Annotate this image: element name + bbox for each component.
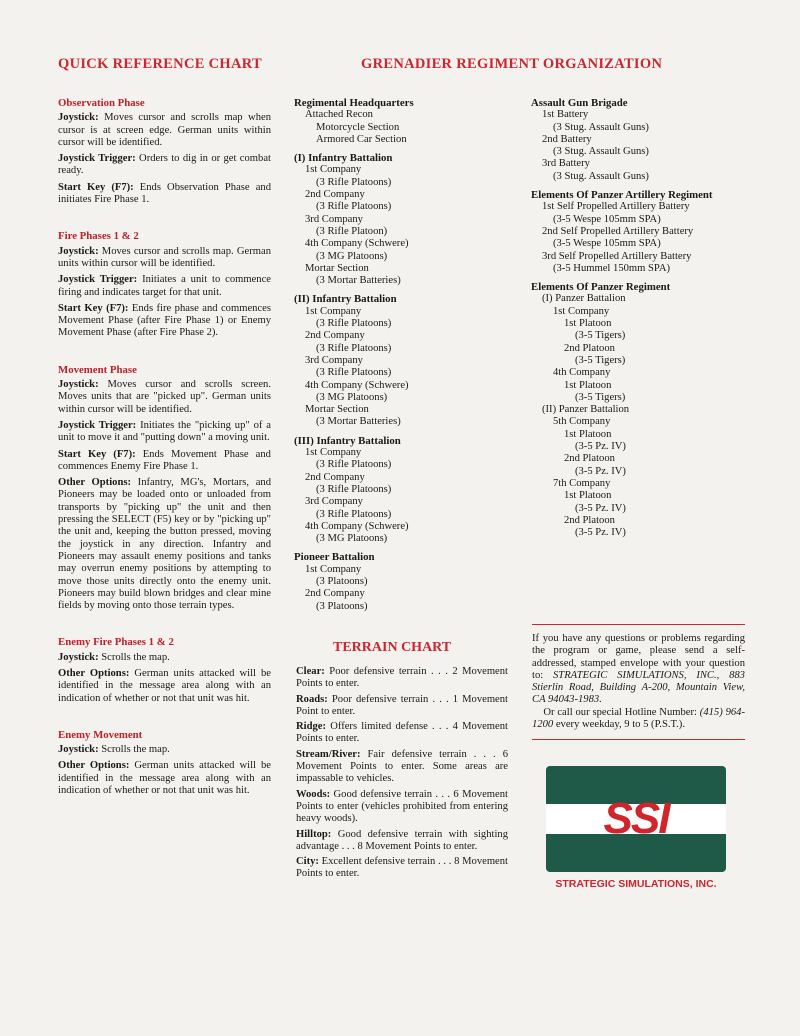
org-group-heading: Assault Gun Brigade (531, 97, 628, 109)
org-line: 3rd Self Propelled Artillery Battery (542, 250, 692, 262)
terrain-text: Good defensive terrain with sighting advantage . . . 8 Movement Points to enter. (296, 828, 508, 852)
org-line: 4th Company (Schwere) (305, 238, 409, 250)
qr-entry (58, 246, 271, 271)
org-line: 1st Battery (542, 109, 589, 121)
org-group-heading: (II) Infantry Battalion (294, 293, 397, 306)
qr-entry-text: Ends fire phase and commences Movement Phase (after Fire Phase 1) or Enemy Movement Phase (after Fire Phase 2). (58, 302, 271, 339)
qr-entry-label: Joystick: (58, 112, 99, 124)
org-line: 7th Company (553, 477, 611, 489)
org-line: (3 Rifle Platoons) (316, 318, 392, 330)
qr-entry-label: Joystick Trigger: (58, 153, 136, 165)
org-line: (3 MG Platoons) (316, 533, 388, 545)
org-line: (3-5 Pz. IV) (575, 465, 626, 477)
org-line: Armored Car Section (316, 133, 407, 145)
org-line: 4th Company (553, 367, 611, 379)
org-line: (3 Stug. Assault Guns) (553, 170, 649, 182)
org-line: (3 Rifle Platoons) (316, 367, 392, 379)
org-group-heading: Pioneer Battalion (294, 551, 375, 564)
org-line: (3 MG Platoons) (316, 250, 388, 262)
qr-section-title: Enemy Movement (58, 728, 143, 741)
terrain-list (296, 666, 508, 884)
quick-reference-column (58, 97, 271, 801)
qr-entry-label: Joystick: (58, 245, 99, 257)
terrain-text: Good defensive terrain . . . 6 Movement Points to enter (vehicles prohibited from entering heavy woods). (296, 788, 508, 825)
org-group-heading: (III) Infantry Battalion (294, 434, 401, 447)
org-line: (3 Rifle Platoons) (316, 201, 392, 213)
logo-caption: STRATEGIC SIMULATIONS, INC. (555, 878, 717, 890)
logo-mark: SSI (603, 794, 669, 843)
qr-section (58, 636, 271, 704)
qr-entry-label: Joystick: (58, 651, 99, 663)
org-line: 3rd Company (305, 354, 363, 366)
org-line: (3 Rifle Platoon) (316, 225, 388, 237)
qr-entry-label: Joystick: (58, 379, 99, 391)
terrain-entry (296, 789, 508, 826)
terrain-text: Poor defensive terrain . . . 2 Movement Points to enter. (296, 666, 508, 690)
org-line: 1st Company (305, 447, 362, 459)
help-box (532, 624, 745, 740)
org-line: 1st Platoon (564, 428, 612, 440)
qr-entry (58, 652, 271, 664)
qr-entry (58, 379, 271, 416)
org-line: Attached Recon (305, 109, 373, 121)
qr-section (58, 729, 271, 797)
qr-entry (58, 182, 271, 207)
qr-entry-label: Joystick Trigger: (58, 274, 138, 286)
org-line: 3rd Battery (542, 158, 590, 170)
qr-entry-text: Moves cursor and scrolls map when cursor is at screen edge. German units within cursor will be identified. (58, 112, 271, 148)
org-line: 5th Company (553, 416, 611, 428)
terrain-label: Hilltop: (296, 828, 332, 840)
qr-entry (58, 274, 271, 299)
org-line: 1st Platoon (564, 318, 612, 330)
org-group-heading: Elements Of Panzer Regiment (531, 281, 671, 294)
qr-entry-text: Initiates the "picking up" of a unit to move it and "putting down" a moving unit. (58, 419, 271, 444)
qr-section-title: Movement Phase (58, 363, 137, 376)
org-line: 3rd Company (305, 213, 363, 225)
terrain-entry (296, 666, 508, 691)
qr-entry-text: Moves cursor and scrolls map. German units within cursor will be identified. (58, 245, 271, 269)
qr-entry-label: Other Options: (58, 760, 130, 772)
org-group-heading: Elements Of Panzer Artillery Regiment (531, 189, 713, 202)
org-line: Mortar Section (305, 262, 369, 274)
org-line: (3-5 Hummel 150mm SPA) (553, 262, 671, 274)
org-line: 1st Platoon (564, 379, 612, 391)
help-phone: (415) 964-1200 (532, 706, 745, 731)
org-line: (3-5 Pz. IV) (575, 441, 626, 453)
qr-entry (58, 449, 271, 474)
qr-entry-label: Joystick Trigger: (58, 419, 137, 431)
org-line: (3 Mortar Batteries) (316, 275, 401, 287)
org-group-heading: (I) Infantry Battalion (294, 152, 393, 165)
org-line: 2nd Company (305, 588, 365, 600)
help-text-3: every weekday, 9 to 5 (P.S.T.). (553, 719, 685, 731)
qr-section-title: Fire Phases 1 & 2 (58, 230, 139, 243)
terrain-entry (296, 829, 508, 854)
terrain-entry (296, 721, 508, 746)
org-line: 2nd Battery (542, 133, 592, 145)
org-line: (3 Platoons) (316, 600, 368, 612)
qr-section-title: Observation Phase (58, 97, 145, 109)
org-line: (3 Platoons) (316, 575, 368, 587)
org-line: (3-5 Tigers) (575, 330, 626, 342)
qr-entry-label: Start Key (F7): (58, 181, 134, 193)
org-line: Motorcycle Section (316, 121, 400, 133)
org-line: (3-5 Pz. IV) (575, 527, 626, 539)
org-column-right (531, 97, 761, 539)
qr-entry (58, 153, 271, 178)
qr-section (58, 230, 271, 339)
terrain-label: City: (296, 856, 319, 868)
org-line: 2nd Self Propelled Artillery Battery (542, 225, 694, 237)
org-column-left (294, 97, 514, 613)
terrain-label: Roads: (296, 693, 328, 705)
org-line: (3 Rifle Platoons) (316, 459, 392, 471)
qr-entry-label: Other Options: (58, 667, 130, 679)
terrain-text: Offers limited defense . . . 4 Movement Points to enter. (296, 721, 508, 745)
qr-entry-label: Joystick: (58, 744, 99, 756)
org-line: (3 Rifle Platoons) (316, 176, 392, 188)
qr-entry-text: Moves cursor and scrolls screen. Moves units that are "picked up". German units within cursor will be identified. (58, 379, 271, 415)
qr-section-title: Enemy Fire Phases 1 & 2 (58, 636, 174, 649)
org-line: (3-5 Wespe 105mm SPA) (553, 238, 661, 250)
terrain-entry (296, 694, 508, 719)
help-text-2: Or call our special Hotline Number: (543, 706, 700, 718)
help-text-1: If you have any questions or problems regarding the program or game, please send a self-addressed, stamped envelope with your question to: (532, 633, 745, 681)
terrain-text: Poor defensive terrain . . . 1 Movement Point to enter. (296, 693, 508, 717)
org-line: (3 Rifle Platoons) (316, 342, 392, 354)
qr-entry-label: Other Options: (58, 477, 131, 489)
qr-entry (58, 668, 271, 705)
qr-entry-text: Initiates a unit to commence firing and indicates target for that unit. (58, 274, 271, 298)
qr-entry (58, 477, 271, 612)
terrain-text: Excellent defensive terrain . . . 8 Movement Points to enter. (296, 856, 508, 880)
org-line: 2nd Company (305, 330, 365, 342)
org-line: (3-5 Pz. IV) (575, 502, 626, 514)
qr-section (58, 364, 271, 613)
qr-entry (58, 303, 271, 340)
terrain-label: Woods: (296, 788, 331, 800)
qr-entry (58, 112, 271, 149)
org-line: (3 Mortar Batteries) (316, 416, 401, 428)
qr-entry-text: Infantry, MG's, Mortars, and Pioneers may be loaded onto or unloaded from transports by "picking up" the unit and then pressing the SELECT (F5) key or by "picking up" the unit and, keeping the button pressed, moving the joystick in any direction. Infantry and Pioneers may assault enemy positions and tanks may overrun enemy positions by attempting to move those units directly onto the enemy unit. Pioneers may build blown bridges and clear mine fields by moving onto those terrain types. (58, 477, 271, 612)
org-line: (3 Rifle Platoons) (316, 483, 392, 495)
org-line: 1st Self Propelled Artillery Battery (542, 201, 690, 213)
org-line: (3 Rifle Platoons) (316, 508, 392, 520)
qr-entry-label: Start Key (F7): (58, 448, 136, 460)
qr-entry (58, 420, 271, 445)
terrain-text: Fair defensive terrain . . . 6 Movement Points to enter. Some areas are impassable to vehicles. (296, 748, 508, 785)
qr-section (58, 97, 271, 206)
terrain-entry (296, 749, 508, 786)
qr-entry (58, 744, 271, 756)
qr-entry-text: Orders to dig in or get combat ready. (58, 153, 271, 177)
org-line: (3 Stug. Assault Guns) (553, 121, 649, 133)
org-line: 1st Platoon (564, 490, 612, 502)
qr-entry-text: German units attacked will be identified in the message area along with an indication of whether or not that unit was hit. (58, 760, 272, 797)
org-line: 2nd Platoon (564, 514, 615, 526)
terrain-heading: TERRAIN CHART (333, 640, 452, 655)
org-line: 1st Company (553, 305, 610, 317)
grenadier-heading: GRENADIER REGIMENT ORGANIZATION (361, 56, 663, 72)
quick-reference-heading: QUICK REFERENCE CHART (58, 56, 262, 72)
org-line: Mortar Section (305, 404, 369, 416)
org-line: 2nd Platoon (564, 453, 615, 465)
org-group-heading: Regimental Headquarters (294, 97, 414, 109)
org-line: (I) Panzer Battalion (542, 293, 626, 305)
org-line: 1st Company (305, 563, 362, 575)
org-line: 4th Company (Schwere) (305, 520, 409, 532)
qr-entry-text: Scrolls the map. (98, 651, 170, 663)
org-line: (3-5 Tigers) (575, 391, 626, 403)
org-line: 1st Company (305, 305, 362, 317)
org-line: (3-5 Tigers) (575, 354, 626, 366)
terrain-label: Clear: (296, 666, 325, 677)
help-address: STRATEGIC SIMULATIONS, INC., 883 Stierlin Road, Building A-200, Mountain View, CA 94043-1983. (532, 669, 745, 706)
qr-entry (58, 760, 271, 797)
terrain-label: Ridge: (296, 721, 327, 733)
org-line: (3 Stug. Assault Guns) (553, 146, 649, 158)
org-line: (II) Panzer Battalion (542, 404, 630, 416)
org-line: 4th Company (Schwere) (305, 379, 409, 391)
qr-entry-label: Start Key (F7): (58, 302, 129, 314)
terrain-label: Stream/River: (296, 748, 361, 760)
qr-entry-text: Scrolls the map. (98, 744, 170, 756)
qr-entry-text: Ends Movement Phase and commences Enemy Fire Phase 1. (58, 448, 271, 472)
org-line: 2nd Company (305, 189, 365, 201)
org-line: 3rd Company (305, 496, 363, 508)
ssi-logo (546, 766, 726, 872)
org-line: (3-5 Wespe 105mm SPA) (553, 213, 661, 225)
qr-entry-text: German units attacked will be identified in the message area along with an indication of whether or not that unit was hit. (58, 667, 272, 704)
org-line: 2nd Platoon (564, 342, 615, 354)
terrain-entry (296, 856, 508, 881)
org-line: 1st Company (305, 164, 362, 176)
qr-entry-text: Ends Observation Phase and initiates Fire Phase 1. (58, 181, 271, 206)
org-line: 2nd Company (305, 471, 365, 483)
org-line: (3 MG Platoons) (316, 391, 388, 403)
